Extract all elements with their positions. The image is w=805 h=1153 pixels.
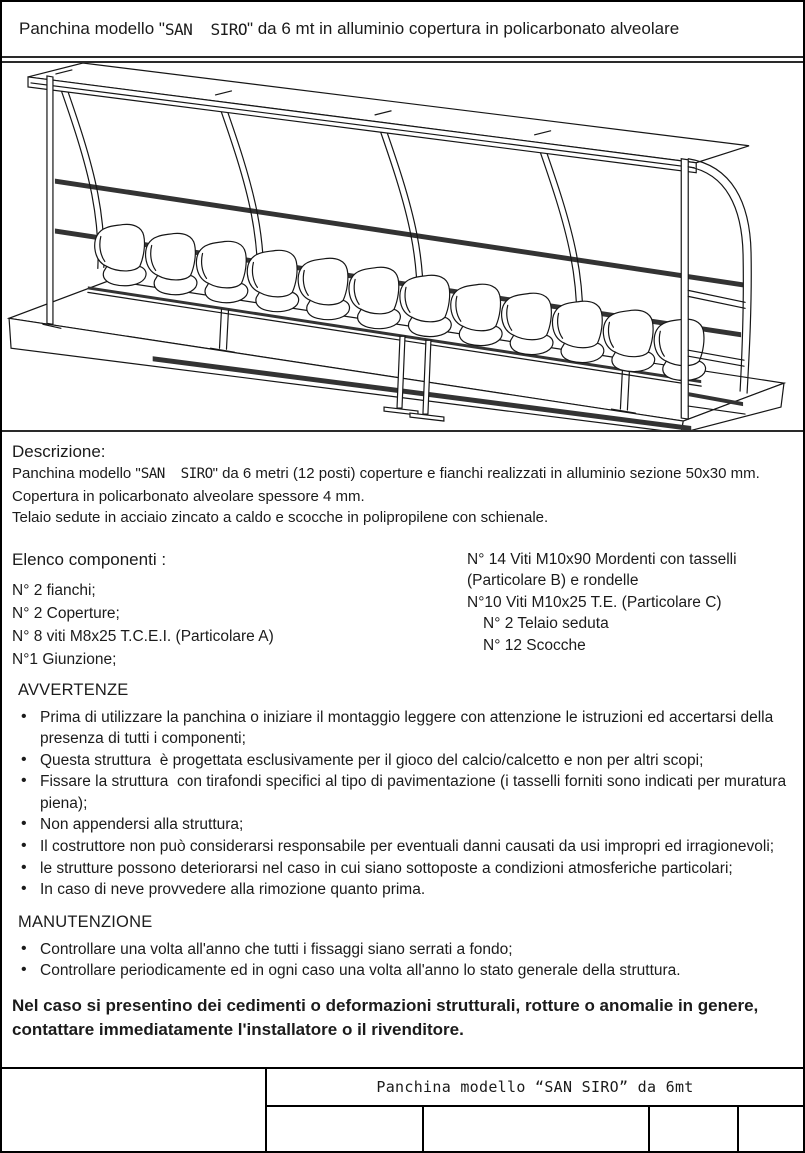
descrizione-line-3: Telaio sedute in acciaio zincato a caldo e scocche in polipropilene con schienale. <box>12 509 549 526</box>
avvertenze-item: • Non appendersi alla struttura; <box>12 814 787 836</box>
componenti-subitem: N° 2 Telaio seduta <box>483 615 609 632</box>
avvertenze-item: • Questa struttura è progettata esclusivamente per il gioco del calcio/calcetto e non per altri scopi; <box>12 750 787 772</box>
avvertenze-item: • le strutture possono deteriorarsi nel caso in cui siano sottoposte a condizioni atmosferiche particolari; <box>12 858 787 880</box>
document-title-bar <box>2 2 803 58</box>
document-body <box>2 433 803 1067</box>
componenti-item: N° 2 Coperture; <box>12 604 120 622</box>
componenti-item: N°1 Giunzione; <box>12 650 117 668</box>
drawing-title-block <box>2 1067 803 1151</box>
componenti-item: N°10 Viti M10x25 T.E. (Particolare C) <box>467 593 722 611</box>
document-title-prefix: Panchina modello " <box>19 19 165 38</box>
componenti-item: N° 8 viti M8x25 T.C.E.I. (Particolare A) <box>12 627 274 645</box>
document-title-model: SAN SIRO <box>164 19 247 39</box>
avvertenze-list <box>12 707 791 901</box>
manutenzione-list <box>12 939 787 982</box>
avvertenze-item: • Prima di utilizzare la panchina o iniziare il montaggio leggere con attenzione le istruzioni ed accertarsi della presenza di tutti i componenti; <box>12 707 787 750</box>
manutenzione-heading: MANUTENZIONE <box>18 912 153 931</box>
componenti-right-list <box>467 549 803 657</box>
descrizione-line-1-model: SAN SIRO <box>140 466 213 482</box>
descrizione-line-2: Copertura in policarbonato alveolare spessore 4 mm. <box>12 487 365 505</box>
manutenzione-item: • Controllare periodicamente ed in ogni caso una volta all'anno lo stato generale della struttura. <box>12 960 787 982</box>
descrizione-line-1-suffix: " da 6 metri (12 posti) coperture e fianchi realizzati in alluminio sezione 50x30 mm. <box>212 465 760 482</box>
bench-technical-drawing <box>2 63 803 432</box>
componenti-item: N° 2 fianchi; <box>12 581 96 599</box>
avvertenze-item: • Il costruttore non può considerarsi responsabile per eventuali danni causati da usi impropri ed irragionevoli; <box>12 836 787 858</box>
drawing-box <box>2 61 803 432</box>
section-elenco-componenti <box>12 549 787 671</box>
structural-warning-text: Nel caso si presentino dei cedimenti o deformazioni strutturali, rotture o anomalie in genere, contattare immediatamente l'installatore o il rivenditore. <box>12 996 763 1040</box>
left-end-post <box>43 76 61 328</box>
avvertenze-heading: AVVERTENZE <box>18 680 129 699</box>
title-block-cell-divider <box>648 1107 650 1151</box>
manutenzione-item: • Controllare una volta all'anno che tutti i fissaggi siano serrati a fondo; <box>12 939 787 961</box>
title-block-cell-divider <box>737 1107 739 1151</box>
document-title-suffix: " da 6 mt in alluminio copertura in policarbonato alveolare <box>246 19 680 38</box>
section-manutenzione <box>12 911 787 982</box>
descrizione-line-1 <box>12 463 787 486</box>
componenti-heading: Elenco componenti : <box>12 549 167 569</box>
avvertenze-item: • In caso di neve provvedere alla rimozione quanto prima. <box>12 879 787 901</box>
title-block-cell-divider <box>422 1107 424 1151</box>
descrizione-line-1-prefix: Panchina modello " <box>12 465 141 482</box>
descrizione-heading: Descrizione: <box>12 442 106 461</box>
section-descrizione <box>12 441 787 529</box>
section-avvertenze <box>12 679 791 901</box>
componenti-subitem: N° 12 Scocche <box>483 636 586 654</box>
title-block-product-title: Panchina modello “SAN SIRO” da 6mt <box>376 1078 694 1096</box>
title-block-product-cell <box>267 1069 803 1107</box>
avvertenze-item: • Fissare la struttura con tirafondi specifici al tipo di pavimentazione (i tasselli forniti sono indicati per muratura piena); <box>12 771 787 814</box>
componenti-item: N° 14 Viti M10x90 Mordenti con tasselli (Particolare B) e rondelle <box>467 550 741 589</box>
